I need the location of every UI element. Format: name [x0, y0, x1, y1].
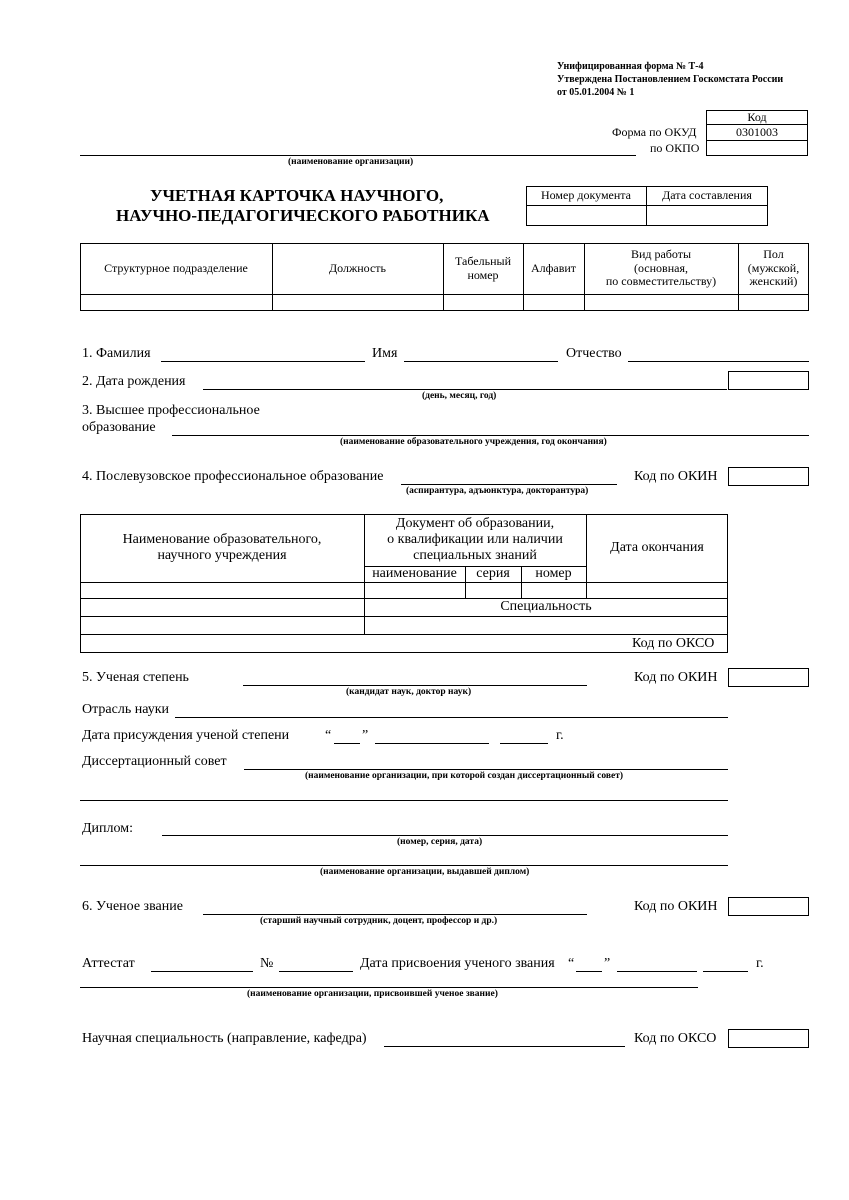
higher-education-field[interactable] — [172, 435, 809, 436]
diploma-issuer-caption: (наименование организации, выдавшей диплом) — [320, 867, 530, 877]
degree-year-field[interactable] — [500, 743, 548, 744]
surname-field[interactable] — [161, 361, 365, 362]
title-issuer-caption: (наименование организации, присвоившей ученое звание) — [247, 989, 498, 999]
name-label: Имя — [372, 346, 398, 361]
academic-title-field[interactable] — [203, 914, 587, 915]
title-year-field[interactable] — [703, 971, 748, 972]
header-department: Структурное подразделение — [104, 260, 248, 275]
postgrad-field[interactable] — [401, 484, 617, 485]
degree-okin-box[interactable] — [728, 668, 809, 687]
header-work-type: Вид работы (основная, по совместительству) — [605, 246, 717, 289]
science-branch-label: Отрасль науки — [82, 702, 169, 717]
higher-education-label-2: образование — [82, 420, 156, 435]
document-number-header: Номер документа — [540, 188, 632, 202]
header-alphabet: Алфавит — [530, 260, 577, 275]
postgrad-caption: (аспирантура, адъюнктура, докторантура) — [406, 486, 589, 496]
attestat-field[interactable] — [151, 971, 253, 972]
degree-date-quote-open: “ — [325, 728, 332, 743]
birthdate-label: 2. Дата рождения — [82, 374, 186, 389]
academic-title-caption: (старший научный сотрудник, доцент, профессор и др.) — [260, 916, 498, 926]
birthdate-caption: (день, месяц, год) — [422, 391, 497, 401]
title-label: 6. Ученое звание — [82, 899, 183, 914]
header-position: Должность — [328, 260, 387, 275]
title-okin-box[interactable] — [728, 897, 809, 916]
title-month-field[interactable] — [617, 971, 697, 972]
edu-okso-label: Код по ОКСО — [632, 636, 715, 651]
header-personnel-number: Табельный номер — [455, 253, 511, 282]
compilation-date-cell[interactable] — [647, 206, 767, 225]
postgrad-label: 4. Послевузовское профессиональное образование — [82, 469, 384, 484]
postgrad-okin-box[interactable] — [728, 467, 809, 486]
form-approval: Утверждена Постановлением Госкомстата России — [557, 74, 784, 85]
degree-date-quote-close: ” — [362, 728, 369, 743]
diploma-label: Диплом: — [82, 821, 134, 836]
title-issuer-field[interactable] — [80, 987, 698, 988]
title-date-quote-close: ” — [604, 956, 611, 971]
form-number: Унифицированная форма № Т-4 — [557, 61, 704, 72]
birthdate-field[interactable] — [203, 389, 727, 390]
edu-graduation-date-header: Дата окончания — [610, 539, 704, 555]
header-gender: Пол (мужской, женский) — [747, 246, 800, 289]
organization-field[interactable] — [80, 155, 636, 156]
diploma-field[interactable] — [162, 835, 728, 836]
speciality-okso-label: Код по ОКСО — [634, 1031, 717, 1046]
okpo-label: по ОКПО — [650, 141, 700, 155]
birthdate-code-box[interactable] — [728, 371, 809, 390]
degree-okin-label: Код по ОКИН — [634, 670, 718, 685]
page-title-line1: УЧЕТНАЯ КАРТОЧКА НАУЧНОГО, — [150, 186, 444, 205]
edu-doc-number-header: номер — [535, 565, 572, 581]
okud-value[interactable]: 0301003 — [736, 125, 778, 139]
edu-doc-name-header: наименование — [372, 565, 457, 581]
edu-document-header: Документ об образовании, о квалификации или наличии специальных знаний — [387, 515, 563, 564]
degree-month-field[interactable] — [375, 743, 489, 744]
speciality-field[interactable] — [384, 1046, 625, 1047]
page-title-line2: НАУЧНО-ПЕДАГОГИЧЕСКОГО РАБОТНИКА — [116, 206, 490, 225]
title-date-quote-open: “ — [568, 956, 575, 971]
patronymic-field[interactable] — [628, 361, 809, 362]
diploma-caption: (номер, серия, дата) — [397, 837, 483, 847]
degree-year-suffix: г. — [556, 728, 564, 743]
form-approval-date: от 05.01.2004 № 1 — [557, 87, 635, 98]
title-okin-label: Код по ОКИН — [634, 899, 718, 914]
council-field-2[interactable] — [80, 800, 728, 801]
science-branch-field[interactable] — [175, 717, 728, 718]
attestat-number-label: № — [260, 956, 274, 971]
title-date-label: Дата присвоения ученого звания — [360, 956, 555, 971]
council-field[interactable] — [244, 769, 728, 770]
attestat-number-field[interactable] — [279, 971, 353, 972]
edu-doc-series-header: серия — [476, 565, 510, 581]
speciality-okso-box[interactable] — [728, 1029, 809, 1048]
council-label: Диссертационный совет — [82, 754, 227, 769]
council-caption: (наименование организации, при которой создан диссертационный совет) — [305, 771, 624, 781]
degree-date-label: Дата присуждения ученой степени — [82, 728, 290, 743]
document-number-cell[interactable] — [527, 206, 645, 225]
code-header: Код — [747, 110, 767, 124]
degree-label: 5. Ученая степень — [82, 670, 189, 685]
surname-label: 1. Фамилия — [82, 346, 151, 361]
higher-education-label: 3. Высшее профессиональное — [82, 403, 260, 418]
edu-speciality-header: Специальность — [500, 598, 592, 614]
attestat-label: Аттестат — [82, 956, 135, 971]
speciality-label: Научная специальность (направление, кафедра) — [82, 1031, 367, 1046]
degree-field[interactable] — [243, 685, 587, 686]
okud-label: Форма по ОКУД — [612, 125, 697, 139]
name-field[interactable] — [404, 361, 558, 362]
organization-caption: (наименование организации) — [288, 157, 414, 167]
higher-education-caption: (наименование образовательного учреждения, год окончания) — [340, 437, 607, 447]
degree-caption: (кандидат наук, доктор наук) — [346, 687, 472, 697]
diploma-issuer-field[interactable] — [80, 865, 728, 866]
degree-day-field[interactable] — [334, 743, 360, 744]
title-year-suffix: г. — [756, 956, 764, 971]
compilation-date-header: Дата составления — [662, 188, 752, 202]
postgrad-okin-label: Код по ОКИН — [634, 469, 718, 484]
edu-institution-header: Наименование образовательного, научного учреждения — [122, 531, 322, 563]
patronymic-label: Отчество — [566, 346, 622, 361]
title-day-field[interactable] — [576, 971, 602, 972]
